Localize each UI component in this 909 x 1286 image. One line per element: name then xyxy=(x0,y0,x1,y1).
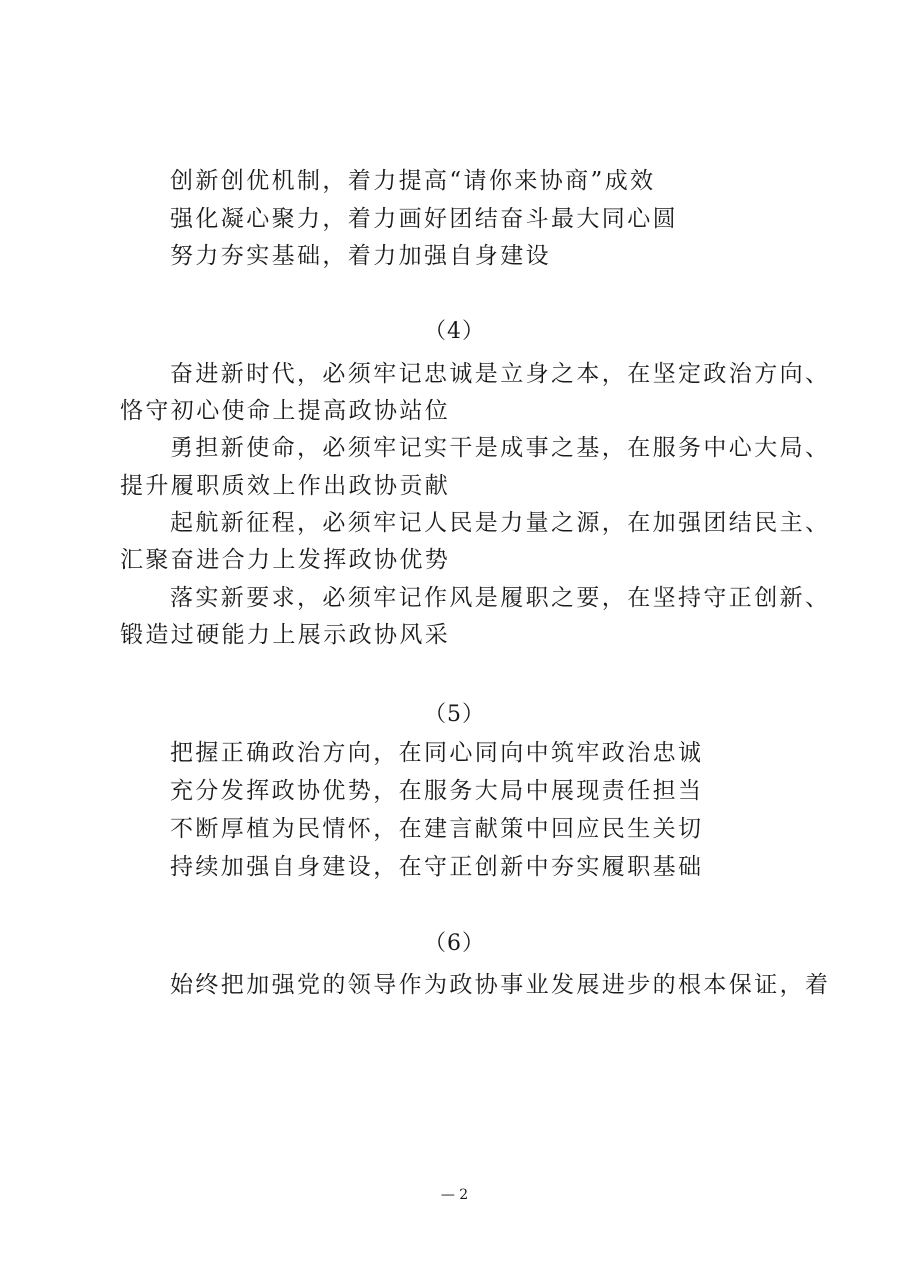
paragraph-line: 把握正确政治方向，在同心同向中筑牢政治忠诚 xyxy=(170,740,704,766)
paragraph-line: 奋进新时代，必须牢记忠诚是立身之本，在坚定政治方向、 xyxy=(170,361,831,387)
section-heading-6: （6） xyxy=(424,931,485,956)
paragraph-line: 强化凝心聚力，着力画好团结奋斗最大同心圆 xyxy=(170,206,678,232)
paragraph-line: 落实新要求，必须牢记作风是履职之要，在坚持守正创新、 xyxy=(170,585,831,611)
paragraph-line: 努力夯实基础，着力加强自身建设 xyxy=(170,243,551,269)
paragraph-line: 起航新征程，必须牢记人民是力量之源，在加强团结民主、 xyxy=(170,510,831,536)
paragraph-line: 创新创优机制，着力提高“请你来协商”成效 xyxy=(170,168,656,194)
section-heading-4: （4） xyxy=(424,319,485,344)
section-heading-5: （5） xyxy=(424,702,485,727)
paragraph-line: 勇担新使命，必须牢记实干是成事之基，在服务中心大局、 xyxy=(170,435,831,461)
paragraph-line: 汇聚奋进合力上发挥政协优势 xyxy=(120,547,451,573)
page-number: — 2 xyxy=(440,1187,469,1203)
paragraph-line: 提升履职质效上作出政协贡献 xyxy=(120,473,451,499)
paragraph-line: 锻造过硬能力上展示政协风采 xyxy=(120,622,451,648)
paragraph-line: 恪守初心使命上提高政协站位 xyxy=(120,398,451,424)
paragraph-line: 始终把加强党的领导作为政协事业发展进步的根本保证，着 xyxy=(170,972,831,998)
paragraph-line: 持续加强自身建设，在守正创新中夯实履职基础 xyxy=(170,854,704,880)
paragraph-line: 不断厚植为民情怀，在建言献策中回应民生关切 xyxy=(170,816,704,842)
paragraph-line: 充分发挥政协优势，在服务大局中展现责任担当 xyxy=(170,778,704,804)
